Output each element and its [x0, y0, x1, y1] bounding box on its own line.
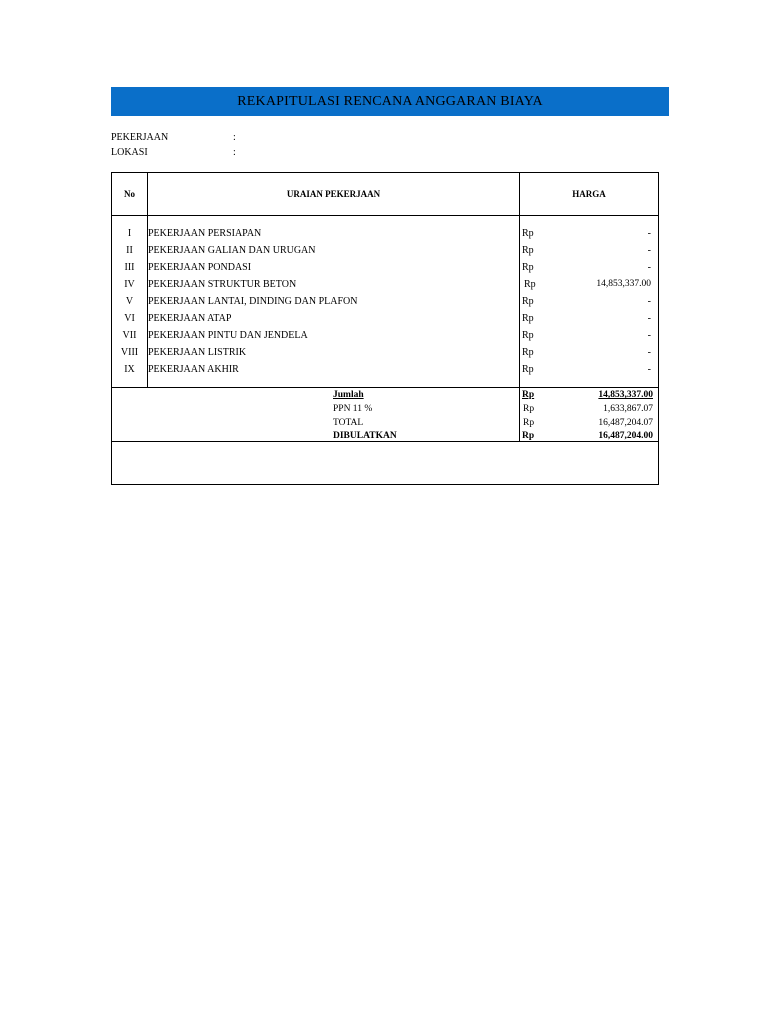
row-currency: Rp — [522, 245, 534, 256]
row-currency: Rp — [522, 313, 534, 324]
row-number: VIII — [120, 347, 139, 358]
header-no: No — [124, 189, 135, 199]
row-description: PEKERJAAN AKHIR — [148, 364, 239, 375]
row-currency: Rp — [522, 296, 534, 307]
row-amount: - — [647, 313, 651, 324]
header-harga: HARGA — [572, 189, 606, 199]
row-description: PEKERJAAN ATAP — [148, 313, 232, 324]
table-row — [112, 345, 658, 362]
row-number: II — [126, 245, 133, 256]
meta-lokasi-separator: : — [233, 147, 236, 158]
row-amount: - — [647, 364, 651, 375]
row-amount: - — [647, 330, 651, 341]
summary-currency: Rp — [522, 431, 535, 441]
summary-currency: Rp — [523, 418, 535, 428]
row-amount: - — [647, 228, 651, 239]
row-amount: 14,853,337.00 — [596, 279, 651, 289]
summary-jumlah — [112, 389, 658, 403]
table-row — [112, 311, 658, 328]
row-description: PEKERJAAN GALIAN DAN URUGAN — [148, 245, 316, 256]
summary-label: DIBULATKAN — [333, 431, 397, 441]
row-description: PEKERJAAN PONDASI — [148, 262, 252, 273]
summary-ppn — [112, 403, 658, 417]
row-number: VII — [122, 330, 137, 341]
table-row — [112, 226, 658, 243]
row-amount: - — [647, 296, 651, 307]
row-number: IV — [124, 279, 135, 290]
row-number: III — [124, 262, 135, 273]
row-description: PEKERJAAN LISTRIK — [148, 347, 247, 358]
summary-amount: 16,487,204.07 — [598, 418, 653, 428]
row-description: PEKERJAAN PERSIAPAN — [148, 228, 262, 239]
meta-lokasi-label: LOKASI — [111, 147, 148, 158]
row-number: I — [127, 228, 132, 239]
meta-pekerjaan-separator: : — [233, 132, 236, 143]
table-row — [112, 277, 658, 294]
table-row — [112, 260, 658, 277]
summary-amount: 1,633,867.07 — [603, 404, 653, 414]
row-amount: - — [647, 245, 651, 256]
row-description: PEKERJAAN LANTAI, DINDING DAN PLAFON — [148, 296, 358, 307]
summary-currency: Rp — [522, 390, 535, 400]
rab-table — [111, 172, 659, 485]
summary-total — [112, 417, 658, 431]
header-divider — [112, 215, 658, 216]
row-currency: Rp — [522, 347, 534, 358]
header-uraian: URAIAN PEKERJAAN — [286, 189, 381, 199]
summary-amount: 16,487,204.00 — [598, 431, 653, 441]
table-row — [112, 362, 658, 379]
row-currency: Rp — [524, 279, 536, 290]
row-number: IX — [124, 364, 135, 375]
summary-currency: Rp — [523, 404, 535, 414]
meta-pekerjaan-label: PEKERJAAN — [111, 132, 169, 143]
row-currency: Rp — [522, 262, 534, 273]
row-currency: Rp — [522, 228, 534, 239]
table-row — [112, 294, 658, 311]
row-amount: - — [647, 347, 651, 358]
row-currency: Rp — [522, 364, 534, 375]
summary-label: Jumlah — [333, 390, 364, 400]
row-description: PEKERJAAN PINTU DAN JENDELA — [148, 330, 308, 341]
table-row — [112, 328, 658, 345]
row-amount: - — [647, 262, 651, 273]
document-title: REKAPITULASI RENCANA ANGGARAN BIAYA — [111, 87, 669, 116]
table-row — [112, 243, 658, 260]
summary-divider — [112, 387, 658, 388]
row-number: VI — [124, 313, 135, 324]
row-currency: Rp — [522, 330, 534, 341]
summary-label: TOTAL — [333, 418, 364, 428]
summary-amount: 14,853,337.00 — [598, 390, 653, 400]
summary-dibulatkan — [112, 430, 658, 444]
summary-label: PPN 11 % — [333, 404, 373, 414]
row-description: PEKERJAAN STRUKTUR BETON — [148, 279, 297, 290]
meta-pekerjaan — [111, 132, 236, 143]
meta-lokasi — [111, 147, 236, 158]
row-number: V — [125, 296, 134, 307]
